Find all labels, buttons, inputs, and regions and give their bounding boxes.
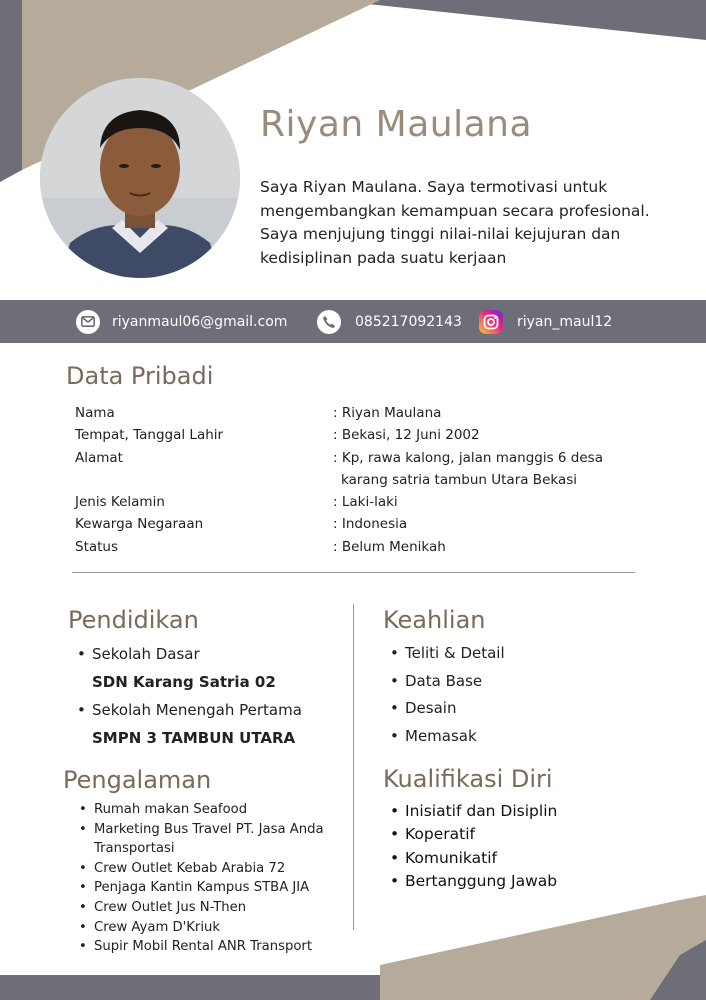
personal-value: : Kp, rawa kalong, jalan manggis 6 desa karang satria tambun Utara Bekasi — [333, 449, 603, 488]
email-text[interactable]: riyanmaul06@gmail.com — [112, 313, 288, 330]
experience-title: Pengalaman — [63, 766, 212, 794]
phone-icon — [317, 310, 341, 334]
personal-row — [75, 402, 645, 424]
qualification-item: • Koperatif — [389, 823, 557, 846]
education-list — [76, 640, 346, 752]
top-right-slate-band — [330, 0, 706, 40]
experience-item: • Marketing Bus Travel PT. Jasa Anda Transportasi — [78, 820, 348, 859]
education-school: SDN Karang Satria 02 — [92, 673, 276, 691]
personal-label: Kewarga Negaraan — [75, 516, 204, 533]
skill-item: • Desain — [389, 695, 505, 723]
contact-bar — [0, 300, 706, 343]
qualifications-title: Kualifikasi Diri — [383, 765, 553, 793]
personal-label: Tempat, Tanggal Lahir — [75, 427, 224, 444]
education-level: • Sekolah Menengah Pertama — [76, 696, 346, 724]
personal-data-title: Data Pribadi — [66, 362, 214, 390]
experience-item: • Crew Outlet Kebab Arabia 72 — [78, 859, 348, 879]
skills-title: Keahlian — [383, 606, 486, 634]
envelope-icon — [76, 310, 100, 334]
education-title: Pendidikan — [68, 606, 199, 634]
personal-label: Jenis Kelamin — [75, 494, 165, 511]
experience-item: • Crew Ayam D'Kriuk — [78, 918, 348, 938]
personal-label: Status — [75, 538, 119, 555]
experience-item: • Crew Outlet Jus N-Then — [78, 898, 348, 918]
personal-row — [75, 447, 645, 492]
personal-value: : Belum Menikah — [333, 538, 446, 555]
personal-row — [75, 513, 645, 535]
education-level: • Sekolah Dasar — [76, 640, 346, 668]
instagram-icon — [479, 310, 503, 334]
personal-label: Nama — [75, 405, 115, 421]
instagram-text[interactable]: riyan_maul12 — [517, 313, 613, 330]
skill-item: • Memasak — [389, 723, 505, 751]
experience-item: • Penjaga Kantin Kampus STBA JIA — [78, 878, 348, 898]
contact-instagram[interactable] — [479, 300, 612, 343]
personal-row — [75, 536, 645, 558]
qualification-item: • Bertanggung Jawab — [389, 870, 557, 893]
profile-photo — [40, 78, 240, 278]
personal-value: : Bekasi, 12 Juni 2002 — [333, 427, 480, 444]
personal-data-table — [75, 402, 645, 558]
skill-item: • Teliti & Detail — [389, 640, 505, 668]
left-slate-edge — [0, 0, 22, 182]
personal-value: : Riyan Maulana — [333, 405, 442, 421]
personal-label: Alamat — [75, 449, 123, 466]
bottom-beige-shape — [380, 895, 706, 1000]
section-divider — [72, 572, 635, 573]
personal-row — [75, 491, 645, 513]
personal-value: : Laki-laki — [333, 494, 398, 511]
phone-text[interactable]: 085217092143 — [355, 313, 462, 330]
qualification-item: • Komunikatif — [389, 847, 557, 870]
qualification-item: • Inisiatif dan Disiplin — [389, 800, 557, 823]
skills-list — [389, 640, 505, 750]
experience-item: • Rumah makan Seafood — [78, 800, 348, 820]
contact-email[interactable] — [76, 300, 287, 343]
qualifications-list — [389, 800, 557, 894]
column-divider — [353, 604, 354, 930]
experience-list — [78, 800, 348, 957]
skill-item: • Data Base — [389, 668, 505, 696]
profile-name: Riyan Maulana — [260, 104, 533, 145]
personal-value: : Indonesia — [333, 516, 408, 533]
education-school: SMPN 3 TAMBUN UTARA — [92, 729, 296, 747]
contact-phone[interactable] — [317, 300, 462, 343]
profile-intro: Saya Riyan Maulana. Saya termotivasi untuk mengembangkan kemampuan secara profesional. Saya menjujung tinggi nilai-nilai kejujuran dan kedisiplinan pada suatu kerjaan — [260, 178, 650, 267]
personal-row — [75, 424, 645, 446]
experience-item: • Supir Mobil Rental ANR Transport — [78, 937, 348, 957]
